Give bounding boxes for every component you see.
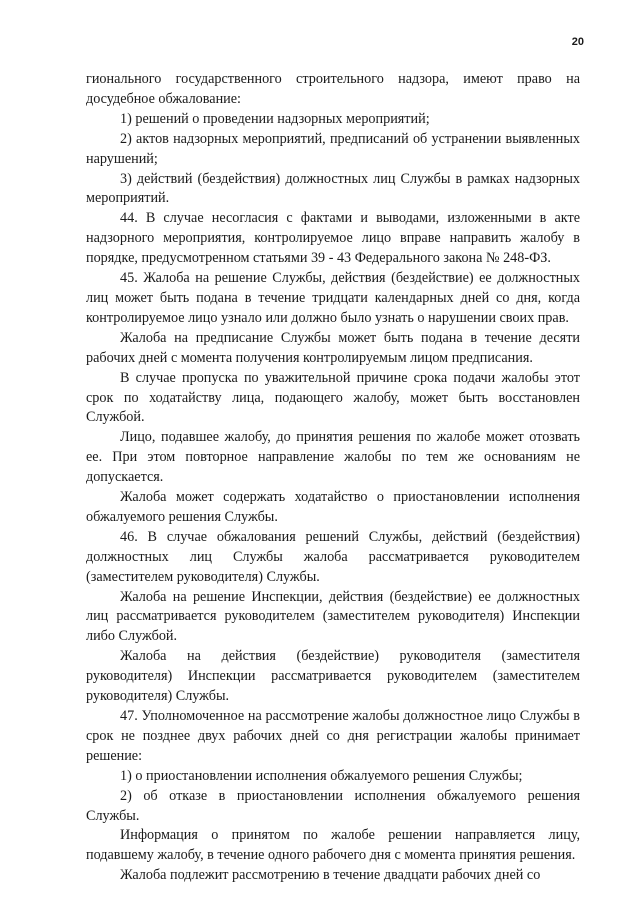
paragraph: 46. В случае обжалования решений Службы, действий (бездействия) должностных лиц Службы жалоба рассматривается руководителем (заместителем руководителя) Службы.	[86, 528, 580, 585]
paragraph: 2) актов надзорных мероприятий, предписаний об устранении выявленных нарушений;	[86, 130, 580, 167]
paragraph: Лицо, подавшее жалобу, до принятия решения по жалобе может отозвать ее. При этом повторное направление жалобы по тем же основаниям не допускается.	[86, 429, 580, 486]
paragraph: 2) об отказе в приостановлении исполнения обжалуемого решения Службы.	[86, 787, 580, 824]
paragraph: 45. Жалоба на решение Службы, действия (бездействие) ее должностных лиц может быть подана в течение тридцати календарных дней со дня, когда контролируемое лицо узнало или должно было узнать о нарушении своих прав.	[86, 270, 580, 326]
paragraph: Информация о принятом по жалобе решении направляется лицу, подавшему жалобу, в течение одного рабочего дня с момента принятия решения.	[86, 827, 580, 864]
paragraph: 1) решений о проведении надзорных мероприятий;	[120, 110, 430, 127]
paragraph: Жалоба на действия (бездействие) руководителя (заместителя руководителя) Инспекции рассматривается руководителем (заместителем руководителя) Службы.	[86, 648, 580, 705]
paragraph: 3) действий (бездействия) должностных лиц Службы в рамках надзорных мероприятий.	[86, 170, 580, 207]
paragraph: 47. Уполномоченное на рассмотрение жалобы должностное лицо Службы в срок не позднее двух рабочих дней со дня регистрации жалобы принимает решение:	[86, 708, 580, 764]
paragraph: 44. В случае несогласия с фактами и выводами, изложенными в акте надзорного мероприятия, контролируемое лицо вправе направить жалобу в порядке, предусмотренном статьями 39 - 43 Федерального закона № 248-ФЗ.	[86, 210, 580, 267]
paragraph: гионального государственного строительного надзора, имеют право на досудебное обжалование:	[86, 71, 580, 107]
paragraph: Жалоба подлежит рассмотрению в течение двадцати рабочих дней со	[120, 867, 541, 884]
paragraph: Жалоба может содержать ходатайство о приостановлении исполнения обжалуемого решения Службы.	[86, 489, 580, 525]
paragraph: В случае пропуска по уважительной причине срока подачи жалобы этот срок по ходатайству лица, подающего жалобу, может быть восстановлен Службой.	[86, 369, 580, 426]
paragraph: Жалоба на предписание Службы может быть подана в течение десяти рабочих дней с момента получения контролируемым лицом предписания.	[86, 329, 580, 366]
paragraph: 1) о приостановлении исполнения обжалуемого решения Службы;	[120, 767, 523, 784]
paragraph: Жалоба на решение Инспекции, действия (бездействие) ее должностных лиц рассматривается руководителем (заместителем руководителя) Инспекции либо Службой.	[86, 588, 580, 645]
page-number: 20	[571, 36, 584, 48]
document-body	[86, 70, 580, 886]
